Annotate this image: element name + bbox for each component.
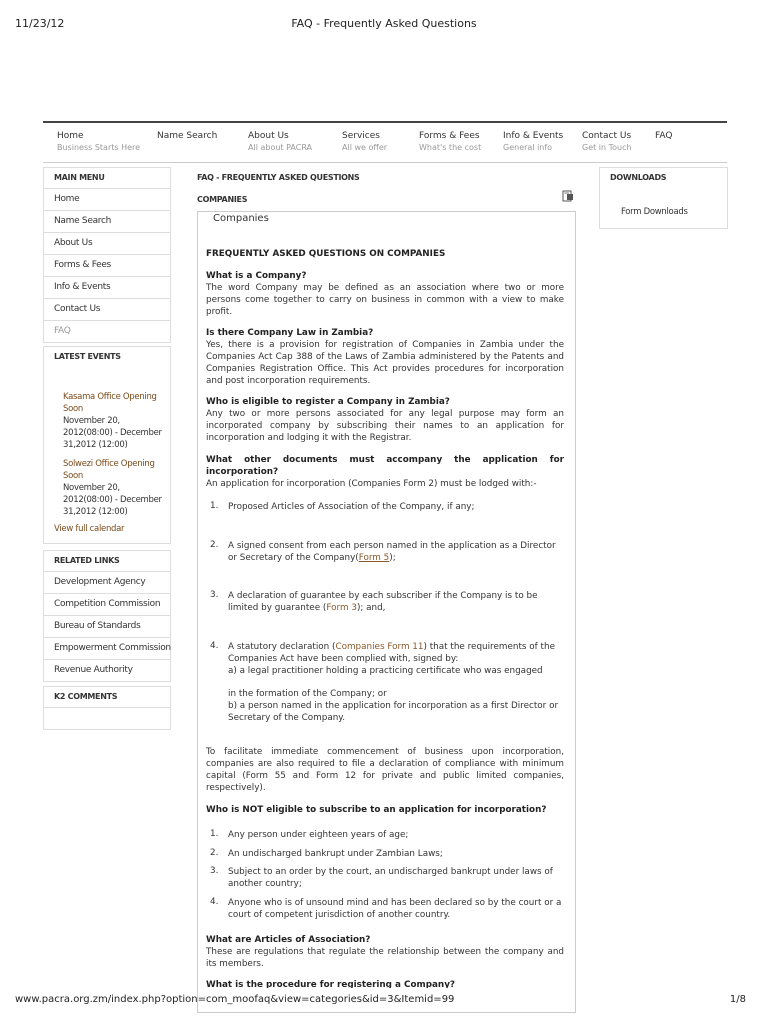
menu-item-about-us[interactable]: About Us bbox=[44, 232, 170, 254]
main-menu bbox=[43, 167, 171, 343]
k2-comments bbox=[43, 686, 171, 730]
faq-paragraph: To facilitate immediate commencement of business upon incorporation, companies are also required to file a declaration of compliance with minimum capital (Form 55 and Form 12 for private and public limited companies, respectively). bbox=[206, 747, 564, 793]
faq-question: What is the procedure for registering a Company? bbox=[206, 980, 456, 988]
top-navigation bbox=[43, 121, 727, 159]
list-number: 2. bbox=[210, 540, 219, 550]
category-title: COMPANIES bbox=[197, 195, 248, 204]
form-3-link[interactable]: Form 3 bbox=[326, 603, 357, 613]
list-number: 3. bbox=[210, 590, 219, 600]
print-page-number: 1/8 bbox=[729, 994, 746, 1005]
print-date: 11/23/12 bbox=[15, 17, 65, 30]
list-item: Any person under eighteen years of age; bbox=[228, 830, 409, 840]
menu-item-faq[interactable]: FAQ bbox=[44, 320, 170, 342]
downloads-title: DOWNLOADS bbox=[610, 173, 667, 182]
event-title[interactable]: Kasama Office Opening Soon bbox=[63, 392, 157, 414]
nav-info-events[interactable]: Info & Events General info bbox=[503, 131, 564, 152]
downloads-box bbox=[599, 167, 728, 229]
menu-item-home[interactable]: Home bbox=[44, 188, 170, 210]
list-subitem: in the formation of the Company; or bbox=[228, 689, 387, 699]
faq-question: What are Articles of Association? bbox=[206, 935, 371, 945]
related-link[interactable]: Revenue Authority bbox=[44, 659, 170, 681]
event-item bbox=[63, 458, 163, 518]
faq-answer: The word Company may be defined as an association where two or more persons come together to carry on business in common with a view to make profit. bbox=[206, 283, 564, 317]
faq-block bbox=[206, 396, 564, 444]
event-date: November 20, 2012(08:00) - December 31,2012 (12:00) bbox=[63, 416, 162, 450]
k2-comments-title: K2 COMMENTS bbox=[54, 692, 118, 701]
list-subitem: b) a person named in the application for incorporation as a first Director or Secretary of the Company. bbox=[228, 701, 559, 723]
faq-block bbox=[206, 270, 564, 318]
faq-question: Is there Company Law in Zambia? bbox=[206, 328, 374, 338]
list-number: 2. bbox=[210, 848, 219, 858]
nav-forms-fees[interactable]: Forms & Fees What's the cost bbox=[419, 131, 482, 152]
breadcrumb: FAQ - FREQUENTLY ASKED QUESTIONS bbox=[197, 173, 360, 182]
nav-name-search[interactable]: Name Search bbox=[157, 131, 218, 141]
menu-item-forms-fees[interactable]: Forms & Fees bbox=[44, 254, 170, 276]
faq-question: Who is NOT eligible to subscribe to an application for incorporation? bbox=[206, 805, 547, 815]
print-url: www.pacra.org.zm/index.php?option=com_moofaq&view=categories&id=3&Itemid=99 bbox=[15, 994, 455, 1005]
list-item: Proposed Articles of Association of the Company, if any; bbox=[228, 502, 475, 512]
list-number: 4. bbox=[210, 641, 219, 651]
list-item: Anyone who is of unsound mind and has been declared so by the court or a court of competent jurisdiction of another country. bbox=[228, 898, 562, 920]
related-links-title: RELATED LINKS bbox=[54, 556, 120, 565]
event-item bbox=[63, 391, 163, 451]
list-item: Subject to an order by the court, an undischarged bankrupt under laws of another country; bbox=[228, 867, 553, 889]
faq-answer: An application for incorporation (Companies Form 2) must be lodged with:- bbox=[206, 479, 537, 489]
list-number: 1. bbox=[210, 501, 219, 511]
companies-form-11-link[interactable]: Companies Form 11 bbox=[335, 642, 424, 652]
print-title: FAQ - Frequently Asked Questions bbox=[291, 17, 477, 30]
nav-home[interactable]: Home Business Starts Here bbox=[57, 131, 141, 152]
list-item: An undischarged bankrupt under Zambian Laws; bbox=[228, 849, 443, 859]
related-link[interactable]: Bureau of Standards bbox=[44, 615, 170, 637]
print-icon[interactable] bbox=[562, 190, 574, 202]
comments-divider bbox=[44, 707, 170, 708]
faq-question: What is a Company? bbox=[206, 271, 307, 281]
nav-services[interactable]: Services All we offer bbox=[342, 131, 388, 152]
faq-block bbox=[206, 327, 564, 387]
related-links bbox=[43, 550, 171, 682]
form-5-link[interactable]: Form 5 bbox=[358, 553, 390, 563]
list-number: 4. bbox=[210, 897, 219, 907]
faq-answer: These are regulations that regulate the relationship between the company and its members. bbox=[206, 947, 564, 969]
list-item: A statutory declaration (Companies Form 11) that the requirements of the Companies Act have been complied with, signed by: bbox=[228, 642, 555, 664]
view-calendar-link[interactable]: View full calendar bbox=[54, 524, 125, 534]
list-subitem: a) a legal practitioner holding a practicing certificate who was engaged bbox=[228, 666, 543, 676]
nav-about-us[interactable]: About Us All about PACRA bbox=[248, 131, 313, 152]
list-number: 3. bbox=[210, 866, 219, 876]
related-link[interactable]: Competition Commission bbox=[44, 593, 170, 615]
related-link[interactable]: Development Agency bbox=[44, 571, 170, 593]
related-link[interactable]: Empowerment Commission bbox=[44, 637, 170, 659]
menu-item-contact-us[interactable]: Contact Us bbox=[44, 298, 170, 320]
form-downloads-link[interactable]: Form Downloads bbox=[621, 207, 688, 217]
latest-events bbox=[43, 346, 171, 544]
faq-heading: FREQUENTLY ASKED QUESTIONS ON COMPANIES bbox=[206, 249, 446, 259]
event-date: November 20, 2012(08:00) - December 31,2012 (12:00) bbox=[63, 483, 162, 517]
nav-divider bbox=[43, 162, 727, 163]
list-item: A declaration of guarantee by each subscriber if the Company is to be limited by guarantee (Form 3); and, bbox=[228, 591, 538, 613]
list-item: A signed consent from each person named in the application as a Director or Secretary of the Company(Form 5); bbox=[228, 541, 556, 563]
menu-item-name-search[interactable]: Name Search bbox=[44, 210, 170, 232]
nav-contact-us[interactable]: Contact Us Get in Touch bbox=[582, 131, 632, 152]
list-number: 1. bbox=[210, 829, 219, 839]
main-menu-title: MAIN MENU bbox=[54, 173, 105, 182]
faq-block bbox=[206, 934, 564, 970]
latest-events-title: LATEST EVENTS bbox=[54, 352, 121, 361]
faq-question: Who is eligible to register a Company in Zambia? bbox=[206, 397, 450, 407]
nav-faq[interactable]: FAQ bbox=[655, 131, 673, 141]
faq-question: What other documents must accompany the application for incorporation? bbox=[206, 455, 564, 477]
menu-item-info-events[interactable]: Info & Events bbox=[44, 276, 170, 298]
faq-block bbox=[206, 454, 564, 490]
event-title[interactable]: Solwezi Office Opening Soon bbox=[63, 459, 155, 481]
content-box-label: Companies bbox=[213, 213, 269, 224]
faq-answer: Any two or more persons associated for any legal purpose may form an incorporated company by subscribing their names to an application for incorporation and lodging it with the Registrar. bbox=[206, 409, 564, 443]
faq-answer: Yes, there is a provision for registration of Companies in Zambia under the Companies Act Cap 388 of the Laws of Zambia administered by the Patents and Companies Registration Office. This Act provides procedures for incorporation and post incorporation requirements. bbox=[206, 340, 564, 386]
